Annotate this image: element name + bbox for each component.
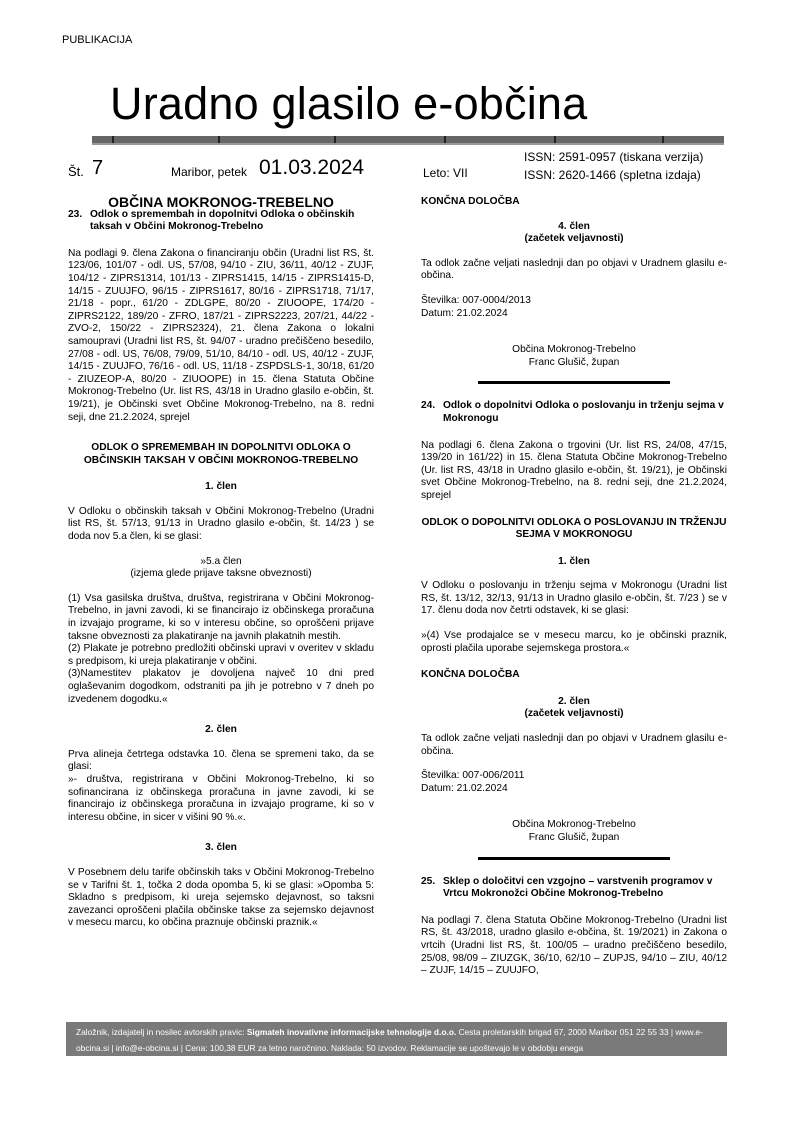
article-heading: 1. člen [205,481,237,493]
article-text: V Odloku o poslovanju in trženju sejma v Mokronogu (Uradni list RS, št. 13/12, 32/13, 91/13 in Uradno glasilo e-občin, št. 7/23 ) se v 17. členu doda nov četrti odstavek, ki se glasi: [421,580,727,617]
signature-name: Franc Glušič, župan [528,832,620,843]
article-heading: 2. člen [558,695,590,707]
masthead-title: Uradno glasilo e-občina [110,78,588,129]
paragraph-1: (1) Vsa gasilska društva, društva, registrirana v Občini Mokronog-Trebelno, in javni zavodi, ki se financirajo iz občinskega proračuna in izvajajo programe, ki so v interesu občine, so oproščeni prijave taksne obveznosti za plakatiranje na javnih plakatnih mestih. [68,592,374,642]
publication-label: PUBLIKACIJA [62,34,133,46]
publisher-footer [66,1022,727,1056]
municipality-title: OBČINA MOKRONOG-TREBELNO [108,194,334,210]
section-23-heading [68,209,374,234]
document-date: Datum: 21.02.2024 [421,307,508,319]
article-heading: 2. člen [205,724,237,736]
issn-online: ISSN: 2620-1466 (spletna izdaja) [524,168,701,182]
odlok-title: ODLOK O DOPOLNITVI ODLOKA O POSLOVANJU IN TRŽENJU SEJMA V MOKRONOGU [421,516,727,541]
article-subtitle: (začetek veljavnosti) [524,233,624,245]
document-date: Datum: 21.02.2024 [421,782,508,794]
signature-org: Občina Mokronog-Trebelno [512,819,636,831]
masthead-rule [92,136,724,143]
final-provision-heading: KONČNA DOLOČBA [421,196,520,207]
section-title: Odlok o dopolnitvi Odloka o poslovanju in trženju sejma v Mokronogu [443,400,724,424]
issn-print: ISSN: 2591-0957 (tiskana verzija) [524,150,704,164]
article-text: V Odloku o občinskih taksah v Občini Mokronog-Trebelno (Uradni list RS, št. 57/13, 91/13 in Uradno glasilo e-občin, št. 14/23 ) se doda nov 5.a člen, ki se glasi: [68,505,374,543]
section-title: Sklep o določitvi cen vzgojno – varstvenih programov v Vrtcu Mokronožci Občine Mokronog-Trebelno [443,875,713,900]
article-text: Ta odlok začne veljati naslednji dan po objavi v Uradnem glasilu e-občina. [421,733,727,757]
quoted-article-subtitle: (izjema glede prijave taksne obveznosti) [130,568,312,580]
issue-city: Maribor, petek [171,165,248,179]
section-number: 24. [421,400,436,412]
preamble: Na podlagi 6. člena Zakona o trgovini (Ur. list RS, 24/08, 47/15, 139/20 in 161/22) in 15. člena Statuta Občine Mokronog-Trebelno (Ur. list RS, 43/18 in Uradno glasilo e-občin, št. 19/21), je Občinski svet Občine Mokronog-Trebelno, na 8. redni seji, dne 21.2.2024, sprejel [421,439,727,501]
section-25-heading [421,876,727,901]
signature-org: Občina Mokronog-Trebelno [512,344,636,356]
article-text: V Posebnem delu tarife občinskih taks v Občini Mokronog-Trebelno se v Tarifni št. 1, točka 2 doda opomba 5, ki se glasi: »Opomba 5: Skladno s predpisom, ki ureja sejemsko dejavnost, so taksni zavezanci oproščeni plačila občinske takse za sejemsko dejavnost v mesecu marcu, ko občina praznuje občinski praznik.« [68,866,374,929]
footer-publisher: Sigmateh inovativne informacijske tehnologije d.o.o. [246,1027,457,1037]
section-title: Odlok o spremembah in dopolnitvi Odloka o občinskih taksah v Občini Mokronog-Trebelno [90,208,355,233]
preamble: Na podlagi 9. člena Zakona o financiranju občin (Uradni list RS, št. 123/06, 101/07 - odl. US, 57/08, 94/10 - ZIU, 36/11, 40/12 - ZUJF, 104/12 - ZIPRS1314, 101/13 - ZIPRS1415, 14/15 - ZIPRS1415-D, 14/15 - ZUUJFO, 96/15 - ZIPRS1617, 80/16 - ZIPRS1718, 71/17, 21/18 - popr., 61/20 - ZDLGPE, 80/20 - ZIUOOPE, 174/20 - ZIPRS2122, 189/20 - ZFRO, 187/21 - ZIPRS2223, 207/21, 44/22 - ZVO-2, 150/22 - ZIPRS2324), 21. člena Zakona o lokalni samoupravi (Uradni list RS, št. 94/07 - uradno prečiščeno besedilo, 27/08 - odl. US, 76/08, 79/09, 51/10, 84/10 - odl. US, 40/12 - ZUJF, 14/15 - ZUUJFO, 76/16 - odl. US, 11/18 - ZSPDSLS-1, 30/18, 61/20 - ZIUZEOP-A, 80/20 - ZIUOOPE) in 15. člena Statuta Občine Mokronog-Trebelno (Ur. list RS, 43/18 in Uradno glasilo e-občin, št. 19/21), je Občinski svet Občine Mokronog-Trebelno, na 8. redni seji, dne 21.2.2024, sprejel [68,247,374,423]
article-quote: »- društva, registrirana v Občini Mokronog-Trebelno, ki so sofinancirana iz občinskega proračuna in javne zavodi, ki se financirajo iz občinskega proračuna in izvajajo programe, ki so v interesu občine, in sicer v višini 90 %.«. [68,773,374,823]
article-text: Ta odlok začne veljati naslednji dan po objavi v Uradnem glasilu e-občina. [421,257,727,282]
signature-name: Franc Glušič, župan [528,356,620,368]
section-number: 25. [421,875,436,887]
article-heading: 3. člen [205,842,237,854]
article-heading: 4. člen [558,220,590,232]
footer-prefix: Založnik, izdajatelj in nosilec avtorskih pravic: [76,1027,245,1037]
odlok-title: ODLOK O SPREMEMBAH IN DOPOLNITVI ODLOKA O OBČINSKIH TAKSAH V OBČINI MOKRONOG-TREBELNO [83,442,359,466]
preamble: Na podlagi 7. člena Statuta Občine Mokronog-Trebelno (Uradni list RS, št. 43/2018, uradno glasilo e-občina, št. 19/2021) in Zakona o vrtcih (Uradni list RS, št. 100/05 – uradno prečiščeno besedilo, 25/08, 98/09 – ZIUZGK, 36/10, 62/10 – ZUPJS, 94/10 – ZIU, 40/12 – ZUJF, 14/15 – ZUUJFO, [421,914,727,977]
document-number: Številka: 007-006/2011 [421,770,525,782]
footer-details: Cesta proletarskih brigad 67, 2000 Maribor 051 22 55 33 | www.e-obcina.si | info@e-obcina.si | Cena: 100,38 EUR za letno naročnino. Naklada: 50 izvodov. Reklamacije se upoštevajo le v obdobju enega [76,1027,703,1053]
paragraph-3: (3)Namestitev plakatov je dovoljena največ 10 dni pred oglaševanim dogodkom, odstraniti pa jih je potrebno v 7 dneh po izvedenem dogodku.« [68,668,374,705]
masthead-rule-thin [92,143,724,145]
quoted-article-heading: »5.a člen [200,555,242,567]
right-column [421,196,727,978]
issue-date: 01.03.2024 [259,156,365,179]
section-24-heading [421,400,727,425]
final-provision-heading: KONČNA DOLOČBA [421,669,520,681]
article-quote: »(4) Vse prodajalce se v mesecu marcu, ko je občinski praznik, oprosti plačila uporabe sejemskega prostora.« [421,630,727,654]
article-heading: 1. člen [558,555,590,567]
paragraph-2: (2) Plakate je potrebno predložiti občinski upravi v overitev v skladu s predpisom, ki ureja plakatiranje v občini. [68,643,374,667]
article-subtitle: (začetek veljavnosti) [524,708,624,720]
issue-year: Leto: VII [423,166,468,180]
section-number: 23. [68,208,83,220]
document-number: Številka: 007-0004/2013 [421,294,531,306]
issue-number: 7 [92,157,104,179]
article-text: Prva alineja četrtega odstavka 10. člena se spremeni tako, da se glasi: [68,748,374,773]
issue-label: Št. [68,164,84,179]
left-column [68,196,374,930]
